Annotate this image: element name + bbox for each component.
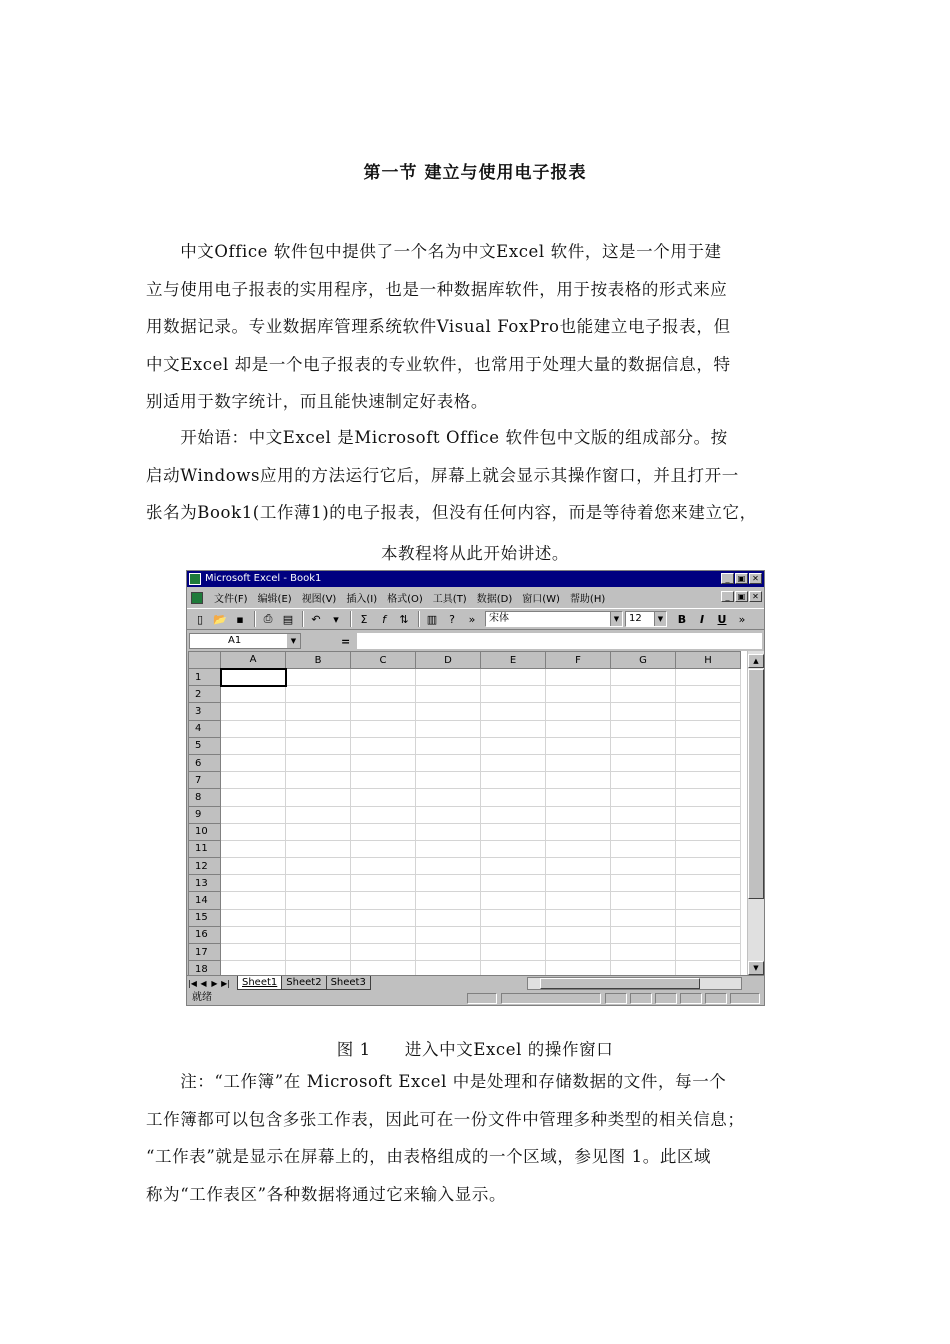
cell[interactable] <box>611 703 676 720</box>
name-box[interactable] <box>189 633 301 649</box>
column-header-a[interactable]: A <box>221 652 286 669</box>
cell[interactable] <box>676 909 741 926</box>
row-header[interactable]: 5 <box>189 737 221 754</box>
row-header[interactable]: 11 <box>189 840 221 857</box>
cell[interactable] <box>546 720 611 737</box>
autosum-icon[interactable]: Σ <box>360 612 368 626</box>
cell[interactable] <box>351 840 416 857</box>
cell[interactable] <box>286 926 351 943</box>
row-header[interactable]: 1 <box>189 669 221 686</box>
cell[interactable] <box>546 823 611 840</box>
menu-help[interactable]: 帮助(H) <box>569 594 606 605</box>
more-buttons-icon[interactable]: » <box>468 612 476 626</box>
save-icon[interactable]: ▪ <box>236 612 244 626</box>
cell[interactable] <box>221 944 286 961</box>
cell[interactable] <box>221 909 286 926</box>
cell[interactable] <box>546 806 611 823</box>
table-row <box>189 926 741 943</box>
chevron-down-icon[interactable]: ▼ <box>654 612 666 626</box>
table-row <box>189 754 741 771</box>
cell[interactable] <box>221 754 286 771</box>
cell[interactable] <box>221 686 286 703</box>
cell[interactable] <box>611 686 676 703</box>
menu-format[interactable]: 格式(O) <box>387 594 423 605</box>
close-button[interactable]: ✕ <box>749 573 762 584</box>
cell[interactable] <box>546 858 611 875</box>
cell[interactable] <box>481 840 546 857</box>
next-sheet-icon[interactable]: ▶ <box>211 978 218 988</box>
cell[interactable] <box>221 737 286 754</box>
cell[interactable] <box>416 823 481 840</box>
open-folder-icon[interactable]: 📂 <box>213 612 227 626</box>
cell[interactable] <box>546 789 611 806</box>
menu-file[interactable]: 文件(F) <box>214 594 248 605</box>
column-header-c[interactable]: C <box>351 652 416 669</box>
row-header[interactable]: 18 <box>189 961 221 975</box>
cell[interactable] <box>286 686 351 703</box>
row-header[interactable]: 3 <box>189 703 221 720</box>
figure-caption: 图 1 进入中文Excel 的操作窗口 <box>336 1040 614 1059</box>
cell[interactable] <box>221 892 286 909</box>
formula-input[interactable] <box>357 633 762 649</box>
cell[interactable] <box>221 703 286 720</box>
cell[interactable] <box>221 840 286 857</box>
cell[interactable] <box>416 686 481 703</box>
cell[interactable] <box>676 754 741 771</box>
cell[interactable] <box>676 772 741 789</box>
cell[interactable] <box>481 669 546 686</box>
start-paragraph <box>146 419 816 532</box>
column-header-b[interactable]: B <box>286 652 351 669</box>
cell[interactable] <box>416 703 481 720</box>
cell[interactable] <box>351 669 416 686</box>
cell[interactable] <box>611 737 676 754</box>
sheet-tab-2[interactable]: Sheet2 <box>281 976 326 990</box>
chevron-down-icon[interactable]: ▼ <box>610 612 622 626</box>
hscroll-thumb[interactable] <box>540 978 700 989</box>
horizontal-scrollbar[interactable] <box>527 977 742 990</box>
cell[interactable] <box>351 823 416 840</box>
cell[interactable] <box>416 720 481 737</box>
cell[interactable] <box>416 806 481 823</box>
cell[interactable] <box>351 926 416 943</box>
cell[interactable] <box>416 944 481 961</box>
sort-ascending-icon[interactable]: ⇅ <box>399 612 409 626</box>
intro-line: 中文Office 软件包中提供了一个名为中文Excel 软件，这是一个用于建 <box>146 242 722 261</box>
table-row <box>189 789 741 806</box>
cell[interactable] <box>481 858 546 875</box>
excel-window-figure <box>186 570 765 1006</box>
cell[interactable] <box>416 840 481 857</box>
table-row <box>189 875 741 892</box>
undo-icon[interactable]: ↶ <box>311 612 321 626</box>
row-header[interactable]: 4 <box>189 720 221 737</box>
row-header[interactable]: 8 <box>189 789 221 806</box>
cell[interactable] <box>221 789 286 806</box>
cell[interactable] <box>676 703 741 720</box>
excel-toolbar <box>187 608 764 630</box>
cell[interactable] <box>546 961 611 975</box>
cell[interactable] <box>416 669 481 686</box>
scroll-thumb[interactable] <box>748 669 764 899</box>
intro-line: 中文Excel 却是一个电子报表的专业软件，也常用于处理大量的数据信息，特 <box>146 354 731 374</box>
cell[interactable] <box>351 909 416 926</box>
cell[interactable] <box>286 823 351 840</box>
cell[interactable] <box>351 875 416 892</box>
note-line: 工作簿都可以包含多张工作表，因此可在一份文件中管理多种类型的相关信息； <box>146 1109 745 1129</box>
cell[interactable] <box>351 806 416 823</box>
formula-bar <box>187 632 764 650</box>
cell[interactable] <box>286 858 351 875</box>
doc-minimize-button[interactable]: _ <box>721 591 734 602</box>
cell[interactable] <box>546 754 611 771</box>
cell[interactable] <box>481 909 546 926</box>
cell[interactable] <box>481 789 546 806</box>
cell[interactable] <box>221 772 286 789</box>
column-header-h[interactable]: H <box>676 652 741 669</box>
column-header-d[interactable]: D <box>416 652 481 669</box>
cell[interactable] <box>676 686 741 703</box>
cell[interactable] <box>546 909 611 926</box>
cell[interactable] <box>351 961 416 975</box>
cell[interactable] <box>611 789 676 806</box>
cell[interactable] <box>286 754 351 771</box>
cell[interactable] <box>286 875 351 892</box>
cell[interactable] <box>416 858 481 875</box>
row-header[interactable]: 6 <box>189 754 221 771</box>
menu-view[interactable]: 视图(V) <box>301 594 337 605</box>
cell[interactable] <box>481 926 546 943</box>
row-header[interactable]: 17 <box>189 944 221 961</box>
workbook-icon[interactable] <box>191 592 203 604</box>
cell[interactable] <box>676 892 741 909</box>
table-row <box>189 892 741 909</box>
excel-app-icon <box>189 573 201 585</box>
cell[interactable] <box>676 806 741 823</box>
note-paragraph <box>146 1063 816 1213</box>
row-header[interactable]: 13 <box>189 875 221 892</box>
cell[interactable] <box>416 875 481 892</box>
note-line: 称为“工作表区”各种数据将通过它来输入显示。 <box>146 1184 507 1204</box>
table-row <box>189 823 741 840</box>
cell[interactable] <box>351 772 416 789</box>
cell[interactable] <box>611 754 676 771</box>
table-row <box>189 909 741 926</box>
prev-sheet-icon[interactable]: ◀ <box>200 978 207 988</box>
cell[interactable] <box>221 858 286 875</box>
cell[interactable] <box>286 737 351 754</box>
cell[interactable] <box>481 944 546 961</box>
cell[interactable] <box>546 737 611 754</box>
cell[interactable] <box>676 858 741 875</box>
cell[interactable] <box>351 686 416 703</box>
cell[interactable] <box>611 840 676 857</box>
cell[interactable] <box>611 926 676 943</box>
intro-line: 别适用于数字统计，而且能快速制定好表格。 <box>146 392 488 411</box>
doc-close-button[interactable]: ✕ <box>749 591 762 602</box>
cell[interactable] <box>351 720 416 737</box>
cell[interactable] <box>676 720 741 737</box>
cell[interactable] <box>481 720 546 737</box>
cell[interactable] <box>546 892 611 909</box>
sheet-tab-1[interactable]: Sheet1 <box>237 976 282 990</box>
worksheet-grid[interactable] <box>188 651 747 975</box>
cell[interactable] <box>546 926 611 943</box>
cell[interactable] <box>546 944 611 961</box>
cell[interactable] <box>286 703 351 720</box>
status-bar <box>187 991 764 1005</box>
cell[interactable] <box>221 875 286 892</box>
cell[interactable] <box>611 772 676 789</box>
start-line: 张名为Book1(工作薄1)的电子报表，但没有任何内容，而是等待着您来建立它， <box>146 503 757 522</box>
cell[interactable] <box>286 961 351 975</box>
cell[interactable] <box>351 944 416 961</box>
cell[interactable] <box>221 823 286 840</box>
cell[interactable] <box>286 669 351 686</box>
cell[interactable] <box>611 858 676 875</box>
table-row <box>189 737 741 754</box>
bold-button[interactable]: B <box>677 612 687 626</box>
intro-paragraph <box>146 233 816 421</box>
cell[interactable] <box>676 875 741 892</box>
cell[interactable] <box>351 789 416 806</box>
start-line: 开始语：中文Excel 是Microsoft Office 软件包中文版的组成部分。按 <box>146 428 728 447</box>
cell[interactable] <box>481 754 546 771</box>
scroll-up-icon[interactable]: ▲ <box>748 654 764 668</box>
cell[interactable] <box>286 806 351 823</box>
column-header-e[interactable]: E <box>481 652 546 669</box>
font-name-value: 宋体 <box>489 613 509 624</box>
sheet-tab-3[interactable]: Sheet3 <box>326 976 371 990</box>
cell[interactable] <box>611 669 676 686</box>
font-name-select[interactable] <box>485 611 623 627</box>
cell[interactable] <box>481 892 546 909</box>
formula-equals[interactable]: = <box>341 634 351 648</box>
table-row <box>189 703 741 720</box>
cell[interactable] <box>481 823 546 840</box>
table-row <box>189 669 741 686</box>
cell[interactable] <box>416 754 481 771</box>
cell[interactable] <box>481 806 546 823</box>
table-row <box>189 840 741 857</box>
cell[interactable] <box>286 944 351 961</box>
cell[interactable] <box>676 737 741 754</box>
table-row <box>189 772 741 789</box>
minimize-button[interactable]: _ <box>721 573 734 584</box>
italic-button[interactable]: I <box>699 612 705 626</box>
cell[interactable] <box>286 720 351 737</box>
cell[interactable] <box>286 892 351 909</box>
font-size-select[interactable] <box>625 611 667 627</box>
cell[interactable] <box>611 806 676 823</box>
cell[interactable] <box>416 909 481 926</box>
cell[interactable] <box>351 737 416 754</box>
doc-restore-button[interactable]: ▣ <box>735 591 748 602</box>
cell[interactable] <box>676 926 741 943</box>
cell[interactable] <box>221 961 286 975</box>
select-all-corner[interactable] <box>189 652 221 669</box>
print-icon[interactable]: ⎙ <box>263 612 273 625</box>
column-header-f[interactable]: F <box>546 652 611 669</box>
row-header[interactable]: 15 <box>189 909 221 926</box>
active-cell[interactable] <box>221 669 286 686</box>
chart-wizard-icon[interactable]: ▥ <box>426 612 438 626</box>
cell[interactable] <box>611 875 676 892</box>
cell[interactable] <box>416 892 481 909</box>
note-line: 注：“工作簿”在 Microsoft Excel 中是处理和存储数据的文件，每一个 <box>146 1072 727 1091</box>
function-icon[interactable]: f <box>382 612 386 626</box>
vertical-scrollbar[interactable] <box>748 651 764 975</box>
menu-insert[interactable]: 插入(I) <box>346 594 378 605</box>
name-box-value: A1 <box>228 635 242 646</box>
cell[interactable] <box>546 703 611 720</box>
paste-icon[interactable]: ▤ <box>282 612 294 626</box>
cell[interactable] <box>611 909 676 926</box>
cell[interactable] <box>676 823 741 840</box>
cell[interactable] <box>416 961 481 975</box>
cell[interactable] <box>221 720 286 737</box>
intro-line: 用数据记录。专业数据库管理系统软件Visual FoxPro也能建立电子报表，但 <box>146 317 731 336</box>
cell[interactable] <box>221 806 286 823</box>
cell[interactable] <box>286 789 351 806</box>
intro-line: 立与使用电子报表的实用程序，也是一种数据库软件，用于按表格的形式来应 <box>146 279 728 299</box>
cell[interactable] <box>546 772 611 789</box>
cell[interactable] <box>481 875 546 892</box>
note-line: “工作表”就是显示在屏幕上的，由表格组成的一个区域，参见图 1。此区域 <box>146 1147 712 1166</box>
table-row <box>189 806 741 823</box>
row-header[interactable]: 2 <box>189 686 221 703</box>
cell[interactable] <box>221 926 286 943</box>
scroll-down-icon[interactable]: ▼ <box>748 961 764 975</box>
cell[interactable] <box>286 840 351 857</box>
cell[interactable] <box>351 703 416 720</box>
excel-title-bar <box>187 571 764 587</box>
cell[interactable] <box>546 669 611 686</box>
cell[interactable] <box>611 892 676 909</box>
cell[interactable] <box>676 840 741 857</box>
more-format-icon[interactable]: » <box>738 612 746 626</box>
cell[interactable] <box>416 789 481 806</box>
cell[interactable] <box>546 840 611 857</box>
help-icon[interactable]: ? <box>449 612 455 626</box>
cell[interactable] <box>286 772 351 789</box>
cell[interactable] <box>481 772 546 789</box>
cell[interactable] <box>416 772 481 789</box>
cell[interactable] <box>676 961 741 975</box>
chevron-down-icon[interactable]: ▼ <box>287 634 300 648</box>
new-file-icon[interactable]: ▯ <box>196 612 204 626</box>
cell[interactable] <box>546 686 611 703</box>
cell[interactable] <box>611 823 676 840</box>
cell[interactable] <box>611 720 676 737</box>
cell[interactable] <box>611 961 676 975</box>
cell[interactable] <box>351 754 416 771</box>
start-line: 启动Windows应用的方法运行它后，屏幕上就会显示其操作窗口，并且打开一 <box>146 465 739 485</box>
row-header[interactable]: 16 <box>189 926 221 943</box>
cell[interactable] <box>676 789 741 806</box>
cell[interactable] <box>481 737 546 754</box>
sheet-tab-bar <box>187 975 764 990</box>
cell[interactable] <box>676 669 741 686</box>
menu-tools[interactable]: 工具(T) <box>432 594 467 605</box>
row-header[interactable]: 14 <box>189 892 221 909</box>
row-header[interactable]: 10 <box>189 823 221 840</box>
table-row <box>189 961 741 975</box>
cell[interactable] <box>481 686 546 703</box>
first-sheet-icon[interactable]: |◀ <box>188 978 197 988</box>
cell[interactable] <box>351 858 416 875</box>
cell[interactable] <box>351 892 416 909</box>
status-text: 就绪 <box>192 992 212 1003</box>
restore-button[interactable]: ▣ <box>735 573 748 584</box>
section-title: 第一节 建立与使用电子报表 <box>363 163 587 183</box>
table-row <box>189 686 741 703</box>
table-row <box>189 720 741 737</box>
cell[interactable] <box>286 909 351 926</box>
row-header[interactable]: 12 <box>189 858 221 875</box>
cell[interactable] <box>676 944 741 961</box>
row-header[interactable]: 7 <box>189 772 221 789</box>
last-sheet-icon[interactable]: ▶| <box>221 978 230 988</box>
cell[interactable] <box>416 737 481 754</box>
menu-window[interactable]: 窗口(W) <box>522 594 560 605</box>
column-header-g[interactable]: G <box>611 652 676 669</box>
cell[interactable] <box>611 944 676 961</box>
cell[interactable] <box>546 875 611 892</box>
cell[interactable] <box>481 703 546 720</box>
start-last-line: 本教程将从此开始讲述。 <box>380 544 570 563</box>
cell[interactable] <box>416 926 481 943</box>
menu-edit[interactable]: 编辑(E) <box>257 594 292 605</box>
table-row <box>189 858 741 875</box>
row-header[interactable]: 9 <box>189 806 221 823</box>
undo-dropdown-icon[interactable]: ▾ <box>333 612 339 626</box>
cell[interactable] <box>481 961 546 975</box>
underline-button[interactable]: U <box>717 612 727 626</box>
excel-window-title: Microsoft Excel - Book1 <box>205 573 322 584</box>
excel-menu-bar <box>187 588 764 607</box>
font-size-value: 12 <box>629 613 642 624</box>
menu-data[interactable]: 数据(D) <box>476 594 513 605</box>
table-row <box>189 944 741 961</box>
